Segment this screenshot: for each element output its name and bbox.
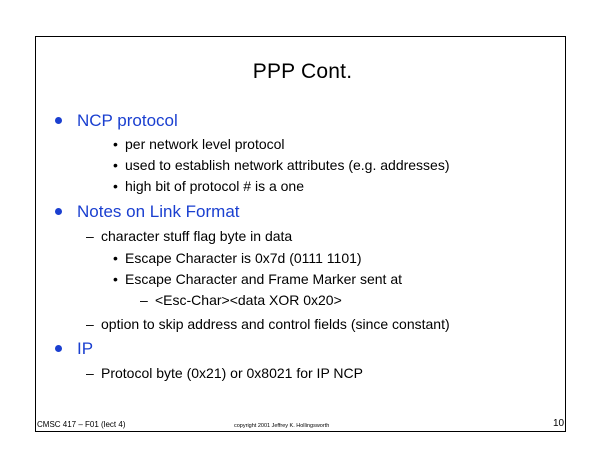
sub-bullet	[113, 271, 403, 287]
bullet-ncp-protocol	[77, 111, 178, 131]
bullet-marker: •	[113, 271, 118, 287]
sub-bullet	[113, 157, 450, 173]
bullet-text: Escape Character and Frame Marker sent at	[125, 271, 403, 287]
bullet-marker: •	[113, 136, 118, 152]
sub-bullet	[140, 292, 342, 308]
bullet-text: <Esc-Char><data XOR 0x20>	[155, 292, 342, 308]
bullet-dot-icon	[55, 208, 62, 215]
bullet-dot-icon	[55, 345, 62, 352]
bullet-marker: •	[113, 250, 118, 266]
bullet-text: NCP protocol	[77, 111, 178, 130]
bullet-marker: –	[86, 365, 94, 381]
bullet-text: Protocol byte (0x21) or 0x8021 for IP NCP	[101, 365, 363, 381]
sub-bullet	[86, 316, 450, 332]
page-number: 10	[553, 418, 565, 429]
bullet-text: high bit of protocol # is a one	[125, 178, 305, 194]
bullet-text: Escape Character is 0x7d (0111 1101)	[125, 250, 362, 266]
bullet-dot-icon	[55, 117, 62, 124]
footer-copyright: copyright 2001 Jeffrey K. Hollingsworth	[234, 423, 330, 429]
bullet-text: per network level protocol	[125, 136, 285, 152]
sub-bullet	[86, 365, 363, 381]
bullet-text: Notes on Link Format	[77, 202, 240, 221]
slide-title: PPP Cont.	[252, 60, 353, 83]
footer-course: CMSC 417 – F01 (lect 4)	[37, 420, 126, 429]
bullet-ip	[77, 339, 93, 359]
bullet-text: option to skip address and control fields (since constant)	[101, 316, 450, 332]
bullet-marker: •	[113, 157, 118, 173]
sub-bullet	[113, 250, 362, 266]
sub-bullet	[113, 136, 285, 152]
bullet-link-format	[77, 202, 240, 222]
bullet-marker: –	[86, 228, 94, 244]
sub-bullet	[113, 178, 305, 194]
bullet-marker: –	[86, 316, 94, 332]
bullet-text: IP	[77, 339, 94, 358]
bullet-marker: •	[113, 178, 118, 194]
bullet-marker: –	[140, 292, 148, 308]
bullet-text: used to establish network attributes (e.g. addresses)	[125, 157, 450, 173]
sub-bullet	[86, 228, 293, 244]
bullet-text: character stuff flag byte in data	[101, 228, 293, 244]
